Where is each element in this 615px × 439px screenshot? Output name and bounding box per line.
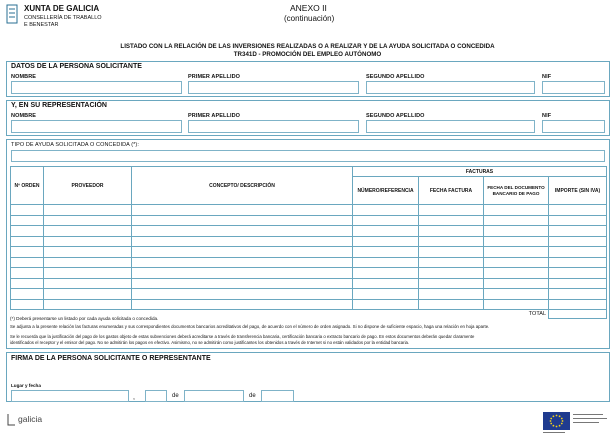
col-fecha-doc-header: FECHA DEL DOCUMENTO BANCARIO DE PAGO: [484, 177, 549, 205]
col-orden-header: Nº ORDEN: [11, 167, 44, 205]
applicant-nombre-label: NOMBRE: [11, 74, 37, 80]
eu-caption-line: [543, 432, 565, 433]
representative-segundo-apellido-field[interactable]: [366, 120, 535, 133]
month-field[interactable]: [184, 390, 244, 402]
table-row: [11, 257, 607, 268]
note-3a: Se le recuerda que la justificación del pago de los gastos objeto de estas subvenciones deberá acreditarse a través de transferencia bancaria, certificación bancaria o extracto bancario de pago. En estos documentos deberán quedar claramente: [10, 334, 475, 339]
note-1: (*) Deberá presentarse un listado por cada ayuda solicitada o concedida.: [10, 316, 159, 321]
doc-title: LISTADO CON LA RELACIÓN DE LAS INVERSIONES REALIZADAS O A REALIZAR Y DE LA AYUDA SOLICITADA O CONCEDIDA: [120, 43, 495, 50]
signature-title: FIRMA DE LA PERSONA SOLICITANTE O REPRESENTANTE: [11, 355, 211, 362]
table-row: [11, 268, 607, 279]
representative-segundo-apellido-label: SEGUNDO APELLIDO: [366, 113, 425, 119]
de-label-2: de: [249, 393, 256, 399]
doc-subtitle: TR341D - PROMOCIÓN DEL EMPLEO AUTÓNOMO: [233, 51, 382, 58]
xunta-logo: [6, 4, 18, 24]
representative-nif-field[interactable]: [542, 120, 605, 133]
representative-primer-apellido-label: PRIMER APELLIDO: [188, 113, 241, 119]
representative-nif-label: NIF: [542, 113, 552, 119]
aid-type-field[interactable]: [11, 150, 605, 162]
applicant-primer-apellido-label: PRIMER APELLIDO: [188, 74, 241, 80]
table-row: [11, 289, 607, 300]
de-label-1: de: [172, 393, 179, 399]
applicant-segundo-apellido-label: SEGUNDO APELLIDO: [366, 74, 425, 80]
applicant-nombre-field[interactable]: [11, 81, 182, 94]
galicia-logo-mark-icon: [6, 413, 16, 427]
eu-flag: [543, 412, 570, 430]
year-field[interactable]: [261, 390, 294, 402]
total-value-field[interactable]: [549, 310, 607, 319]
applicant-primer-apellido-field[interactable]: [188, 81, 359, 94]
col-concepto-header: CONCEPTO/ DESCRIPCIÓN: [132, 167, 353, 205]
col-proveedor-header: PROVEEDOR: [44, 167, 132, 205]
table-row: [11, 247, 607, 258]
org-name: XUNTA DE GALICIA: [24, 4, 100, 13]
table-row: [11, 205, 607, 216]
dept-line-2: E BENESTAR: [24, 22, 59, 28]
annex-label: ANEXO II: [290, 3, 327, 13]
representative-nombre-label: NOMBRE: [11, 113, 37, 119]
table-row: [11, 278, 607, 289]
applicant-nif-label: NIF: [542, 74, 552, 80]
galicia-logo-text: galicia: [18, 414, 43, 424]
eu-fund-text-lines: [573, 413, 609, 431]
xunta-emblem-icon: [6, 4, 18, 24]
note-3b: identificados el receptor y el emisor del pago. No se admitirán los pagos en efectivo. Asimismo, no se admitirán como justificantes los obtenidos a través de Internet si no están validados por la entidad bancaria.: [10, 340, 410, 345]
table-row: [11, 299, 607, 310]
table-row: [11, 236, 607, 247]
lugar-fecha-label: Lugar y fecha: [11, 383, 41, 388]
col-fecha-header: FECHA FACTURA: [419, 177, 484, 205]
comma-separator: ,: [133, 394, 135, 401]
representative-title: Y, EN SU REPRESENTACIÓN: [11, 102, 107, 109]
eu-stars-icon: [543, 412, 570, 430]
dept-line-1: CONSELLERÍA DE TRABALLO: [24, 15, 102, 21]
applicant-segundo-apellido-field[interactable]: [366, 81, 535, 94]
representative-primer-apellido-field[interactable]: [188, 120, 359, 133]
applicant-nif-field[interactable]: [542, 81, 605, 94]
day-field[interactable]: [145, 390, 167, 402]
facturas-header: FACTURAS: [353, 167, 607, 177]
galicia-logo: [6, 413, 54, 427]
table-row: [11, 226, 607, 237]
applicant-title: DATOS DE LA PERSONA SOLICITANTE: [11, 63, 142, 70]
note-2: Se adjunta a la presente relación las facturas enumeradas y sus correspondientes documentos bancarios acreditativos del pago, de acuerdo con el número de orden asignado. Si no dispone de suficiente espacio, haga una relación en hoja aparte.: [10, 324, 490, 329]
annex-sub: (continuación): [284, 14, 335, 23]
lugar-field[interactable]: [11, 390, 129, 402]
col-importe-header: IMPORTE (SIN IVA): [549, 177, 607, 205]
aid-type-label: TIPO DE AYUDA SOLICITADA O CONCEDIDA (*):: [11, 142, 139, 148]
invoice-table: [10, 166, 607, 319]
col-numero-header: NÚMERO/REFERENCIA: [353, 177, 419, 205]
representative-nombre-field[interactable]: [11, 120, 182, 133]
total-label: TOTAL: [11, 310, 549, 319]
table-row: [11, 215, 607, 226]
